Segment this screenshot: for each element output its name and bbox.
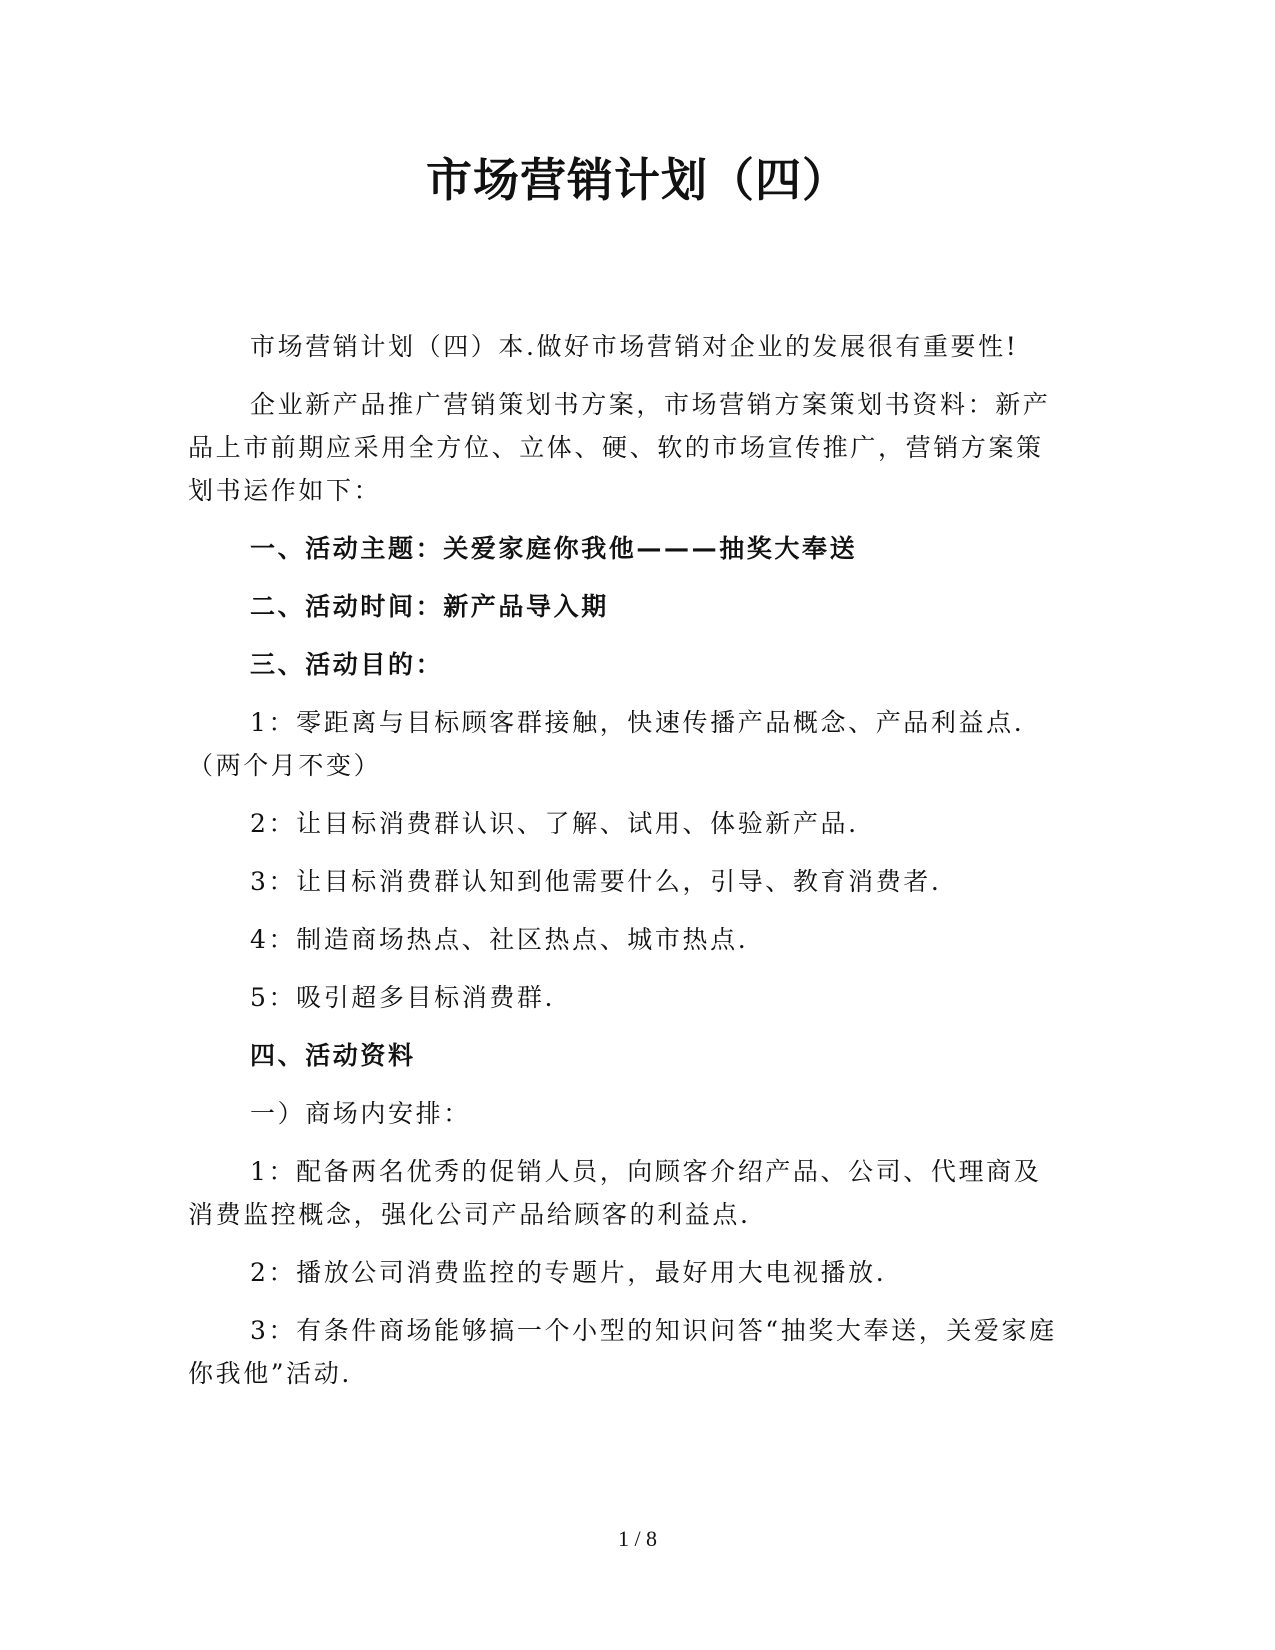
subheading-mall-arrangement: 一）商场内安排：: [250, 1099, 471, 1128]
goal-item: 2：让目标消费群认识、了解、试用、体验新产品.: [250, 809, 859, 838]
goal-item: 3：让目标消费群认知到他需要什么，引导、教育消费者.: [250, 867, 942, 896]
document-title: 市场营销计划（四）: [426, 153, 849, 207]
arrangement-item: 3：有条件商场能够搞一个小型的知识问答“抽奖大奉送，关爱家庭你我他”活动.: [188, 1316, 1057, 1388]
goal-item: 5：吸引超多目标消费群.: [250, 983, 556, 1012]
arrangement-item: 2：播放公司消费监控的专题片，最好用大电视播放.: [250, 1258, 887, 1287]
heading-activity-content: 四、活动资料: [250, 1041, 416, 1070]
goal-item: 1：零距离与目标顾客群接触，快速传播产品概念、产品利益点.（两个月不变）: [188, 708, 1025, 780]
document-body: [188, 325, 1068, 1410]
heading-activity-time: 二、活动时间：新产品导入期: [250, 592, 609, 621]
heading-activity-theme: 一、活动主题：关爱家庭你我他———抽奖大奉送: [250, 534, 858, 563]
paragraph-overview: 企业新产品推广营销策划书方案，市场营销方案策划书资料：新产品上市前期应采用全方位、立体、硬、软的市场宣传推广，营销方案策划书运作如下：: [188, 390, 1051, 505]
heading-activity-purpose: 三、活动目的：: [250, 650, 444, 679]
paragraph-intro: 市场营销计划（四）本.做好市场营销对企业的发展很有重要性!: [250, 332, 1019, 361]
page-number: 1 / 8: [617, 1526, 658, 1551]
goal-item: 4：制造商场热点、社区热点、城市热点.: [250, 925, 749, 954]
arrangement-item: 1：配备两名优秀的促销人员，向顾客介绍产品、公司、代理商及消费监控概念，强化公司产品给顾客的利益点.: [188, 1157, 1042, 1229]
